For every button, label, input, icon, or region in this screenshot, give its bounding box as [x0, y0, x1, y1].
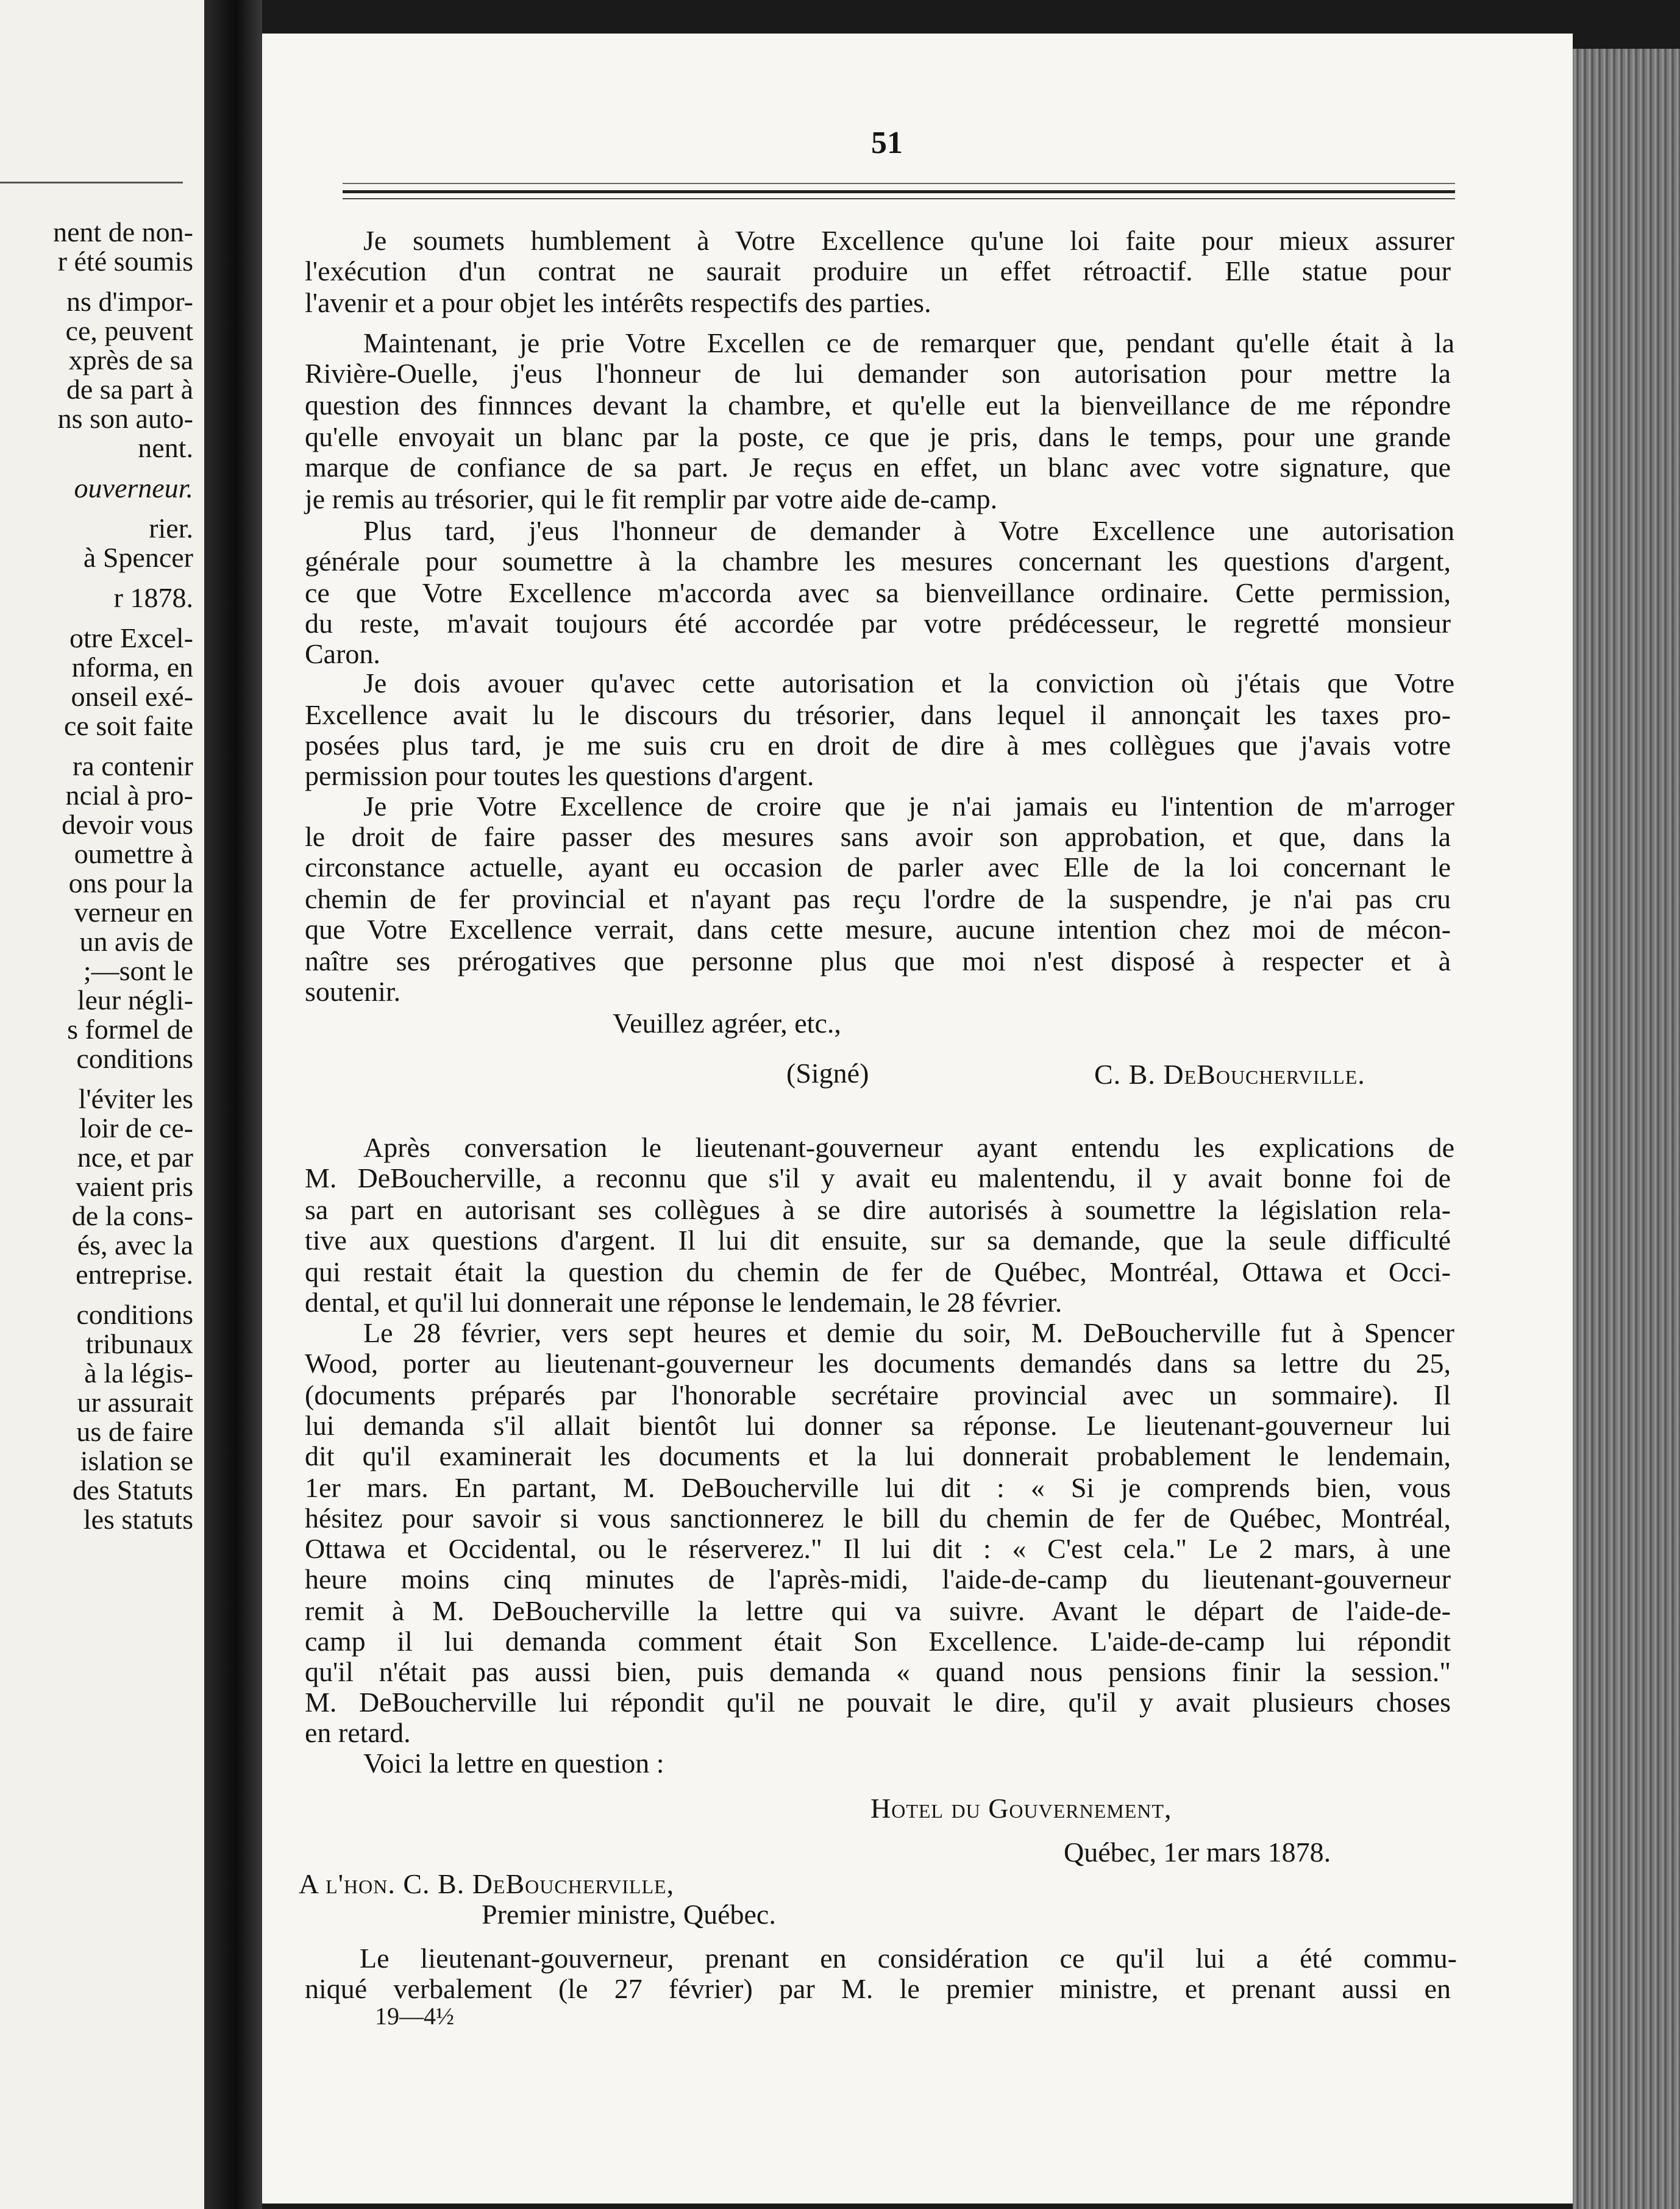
left-page-line: vaient pris — [76, 1171, 193, 1202]
text-line: Le lieutenant-gouverneur, prenant en considération ce qu'il lui a été commu- — [360, 1943, 1457, 1974]
text-line: l'exécution d'un contrat ne saurait produire un effet rétroactif. Elle statue pour — [305, 255, 1451, 286]
text-line: qui restait était la question du chemin de fer de Québec, Montréal, Ottawa et Occi- — [305, 1256, 1451, 1287]
signe-label: (Signé) — [786, 1058, 869, 1089]
text-line: camp il lui demanda comment était Son Excellence. L'aide-de-camp lui répondit — [305, 1626, 1451, 1657]
text-line: heure moins cinq minutes de l'après-midi, l'aide-de-camp du lieutenant-gouverneur — [305, 1563, 1451, 1595]
text-line: chemin de fer provincial et n'ayant pas reçu l'ordre de la suspendre, je n'ai pas cru — [305, 883, 1451, 914]
text-line: 1er mars. En partant, M. DeBoucherville lui dit : « Si je comprends bien, vous — [305, 1472, 1451, 1503]
text-line: le droit de faire passer des mesures sans avoir son approbation, et que, dans la — [305, 821, 1451, 852]
text-line: M. DeBoucherville, a reconnu que s'il y avait eu malentendu, il y avait bonne foi de — [305, 1162, 1451, 1193]
signature: C. B. DeBoucherville. — [1094, 1059, 1365, 1090]
left-page-rule — [0, 182, 183, 183]
text-line: Je dois avouer qu'avec cette autorisation et la conviction où j'étais que Votre — [363, 667, 1454, 699]
signature-mark: 19—4½ — [375, 2002, 454, 2030]
left-page-line: s formel de — [67, 1014, 193, 1045]
text-line: Ottawa et Occidental, ou le réserverez." Il lui dit : « C'est cela." Le 2 mars, à une — [305, 1533, 1451, 1564]
text-line: circonstance actuelle, ayant eu occasion de parler avec Elle de la loi concernant le — [305, 852, 1451, 883]
addressee-line-2: Premier ministre, Québec. — [482, 1899, 776, 1930]
text-line: Le 28 février, vers sept heures et demie du soir, M. DeBoucherville fut à Spencer — [363, 1317, 1454, 1348]
text-line: que Votre Excellence verrait, dans cette mesure, aucune intention chez moi de mécon- — [305, 914, 1451, 945]
text-line: permission pour toutes les questions d'argent. — [305, 760, 814, 791]
text-line: question des finnnces devant la chambre, et qu'elle eut la bienveillance de me répondre — [305, 390, 1451, 421]
left-page-line: entreprise. — [76, 1259, 193, 1290]
left-page-line: onseil exé- — [71, 681, 193, 712]
header-rule-top — [343, 183, 1455, 184]
left-page-line: ouverneur. — [74, 472, 193, 503]
left-page-line: ns d'impor- — [66, 286, 193, 317]
text-line: naître ses prérogatives que personne plus que moi n'est disposé à respecter et à — [305, 945, 1451, 976]
left-page-line: islation se — [80, 1445, 193, 1476]
left-page-line: un avis de — [79, 926, 193, 957]
left-page-line: ncial à pro- — [65, 780, 193, 811]
text-line: Plus tard, j'eus l'honneur de demander à Votre Excellence une autorisation — [363, 515, 1454, 546]
left-page-line: les statuts — [83, 1504, 193, 1535]
text-line: tive aux questions d'argent. Il lui dit ensuite, sur sa demande, que la seule difficulté — [305, 1225, 1451, 1256]
left-page-line: ons pour la — [68, 867, 193, 898]
left-page-line: r été soumis — [57, 246, 193, 277]
left-page-line: conditions — [76, 1043, 193, 1074]
left-page-line: verneur en — [74, 897, 193, 928]
left-page-line: xprès de sa — [68, 344, 193, 375]
header-rule-thick — [343, 190, 1455, 193]
left-page-line: devoir vous — [62, 809, 193, 840]
text-line: (documents préparés par l'honorable secrétaire provincial avec un sommaire). Il — [305, 1379, 1451, 1410]
letter-place-date: Québec, 1er mars 1878. — [1064, 1837, 1331, 1868]
text-line: hésitez pour savoir si vous sanctionnerez le bill du chemin de fer de Québec, Montréal, — [305, 1503, 1451, 1534]
left-page-line: és, avec la — [77, 1229, 193, 1261]
left-page-line: à Spencer — [83, 542, 193, 573]
text-line: qu'il n'était pas aussi bien, puis demanda « quand nous pensions finir la session." — [305, 1656, 1451, 1687]
left-page-line: ;—sont le — [83, 955, 193, 986]
text-line: dit qu'il examinerait les documents et la lui donnerait probablement le lendemain, — [305, 1440, 1451, 1471]
left-page-line: des Statuts — [72, 1474, 193, 1506]
header-rule-thin — [343, 198, 1455, 199]
text-line: dental, et qu'il lui donnerait une réponse le lendemain, le 28 février. — [305, 1287, 1062, 1318]
left-page-line: à la légis- — [84, 1357, 193, 1389]
text-line: sa part en autorisant ses collègues à se dire autorisés à soumettre la législation rela- — [305, 1194, 1451, 1225]
text-line: du reste, m'avait toujours été accordée par votre prédécesseur, le regretté monsieur — [305, 608, 1451, 639]
text-line: qu'elle envoyait un blanc par la poste, ce que je pris, dans le temps, pour une grande — [305, 421, 1451, 452]
letter-header: Hotel du Gouvernement, — [870, 1793, 1172, 1824]
text-line: Excellence avait lu le discours du trésorier, dans lequel il annonçait les taxes pro- — [305, 699, 1451, 730]
text-line: Rivière-Ouelle, j'eus l'honneur de lui demander son autorisation pour mettre la — [305, 358, 1451, 389]
left-page-line: tribunaux — [85, 1328, 193, 1359]
text-line: Wood, porter au lieutenant-gouverneur les documents demandés dans sa lettre du 25, — [305, 1348, 1451, 1379]
letter-intro: Voici la lettre en question : — [363, 1748, 664, 1779]
book-gutter — [204, 0, 262, 2209]
left-page-line: nforma, en — [71, 652, 193, 683]
addressee-line-1: A l'hon. C. B. DeBoucherville, — [299, 1868, 675, 1899]
left-page-line: de la cons- — [71, 1200, 193, 1231]
left-page-line: ur assurait — [77, 1387, 193, 1418]
text-line: en retard. — [305, 1717, 411, 1748]
left-page-line: rier. — [149, 513, 193, 544]
left-page-line: r 1878. — [113, 582, 193, 613]
text-line: générale pour soumettre à la chambre les mesures concernant les questions d'argent, — [305, 546, 1451, 577]
text-line: ce que Votre Excellence m'accorda avec sa bienveillance ordinaire. Cette permission, — [305, 577, 1451, 608]
left-page-line: ce, peuvent — [65, 315, 193, 346]
left-page-line: oumettre à — [74, 838, 193, 869]
left-page-line: nce, et par — [77, 1142, 193, 1173]
text-line: l'avenir et a pour objet les intérêts respectifs des parties. — [305, 287, 931, 318]
text-line: posées plus tard, je me suis cru en droit de dire à mes collègues que j'avais votre — [305, 730, 1451, 761]
text-line: Je soumets humblement à Votre Excellence qu'une loi faite pour mieux assurer — [363, 225, 1454, 256]
closing-formula: Veuillez agréer, etc., — [613, 1008, 841, 1039]
text-line: Je prie Votre Excellence de croire que je n'ai jamais eu l'intention de m'arroger — [363, 791, 1454, 822]
page-edges — [1573, 49, 1680, 2209]
text-line: Maintenant, je prie Votre Excellen ce de remarquer que, pendant qu'elle était à la — [363, 327, 1454, 358]
left-page-line: conditions — [76, 1299, 193, 1330]
left-page-line: us de faire — [76, 1416, 193, 1447]
left-page-line: ce soit faite — [63, 710, 193, 741]
text-line: remit à M. DeBoucherville la lettre qui va suivre. Avant le départ de l'aide-de- — [305, 1595, 1451, 1626]
left-page-line: nent. — [138, 432, 193, 463]
text-line: Caron. — [305, 638, 380, 669]
left-page-line: l'éviter les — [78, 1083, 193, 1114]
left-page-line: ra contenir — [73, 750, 193, 781]
left-page-line: nent de non- — [53, 216, 193, 247]
left-page-line: loir de ce- — [79, 1112, 193, 1144]
text-line: lui demanda s'il allait bientôt lui donner sa réponse. Le lieutenant-gouverneur lui — [305, 1410, 1451, 1441]
left-page-fragment — [0, 0, 204, 2209]
text-line: M. DeBoucherville lui répondit qu'il ne pouvait le dire, qu'il y avait plusieurs choses — [305, 1687, 1451, 1718]
text-line: soutenir. — [305, 976, 401, 1007]
left-page-line: de sa part à — [66, 374, 193, 405]
text-line: je remis au trésorier, qui le fit remplir par votre aide de-camp. — [305, 483, 998, 514]
left-page-line: leur négli- — [77, 984, 193, 1016]
left-page-line: ns son auto- — [57, 403, 193, 434]
text-line: niqué verbalement (le 27 février) par M. le premier ministre, et prenant aussi en — [305, 1973, 1451, 2004]
text-line: Après conversation le lieutenant-gouverneur ayant entendu les explications de — [363, 1132, 1454, 1163]
page-number: 51 — [871, 126, 903, 160]
text-line: marque de confiance de sa part. Je reçus en effet, un blanc avec votre signature, que — [305, 452, 1451, 483]
left-page-line: otre Excel- — [69, 622, 193, 653]
